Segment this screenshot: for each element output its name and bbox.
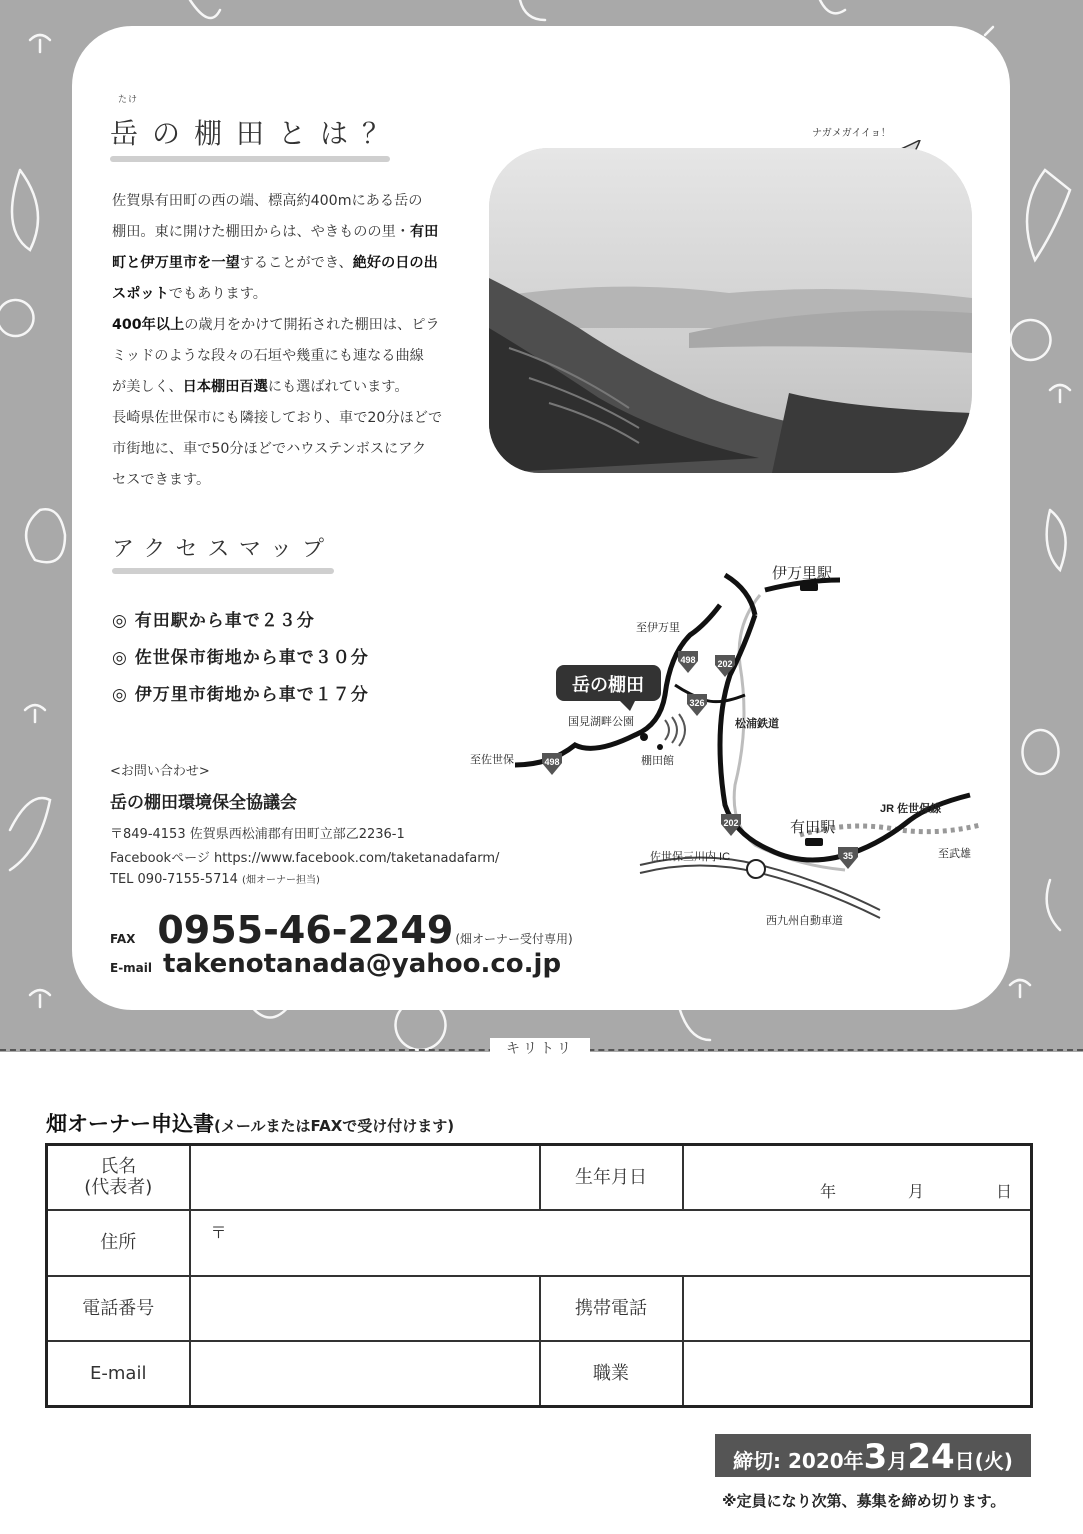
phone-field[interactable]: [190, 1276, 540, 1341]
route-shield-498-b: 498: [544, 757, 560, 767]
tel-note: (畑オーナー担当): [242, 875, 320, 886]
intro-line-2: 棚田。東に開けた棚田からは、やきものの里・有田: [112, 224, 439, 240]
form-title-sub: (メールまたはFAXで受け付けます): [214, 1117, 455, 1135]
intro-line-4: スポットでもあります。: [112, 286, 267, 302]
access-item-sasebo: ◎ 佐世保市街地から車で３０分: [112, 648, 369, 668]
deadline-badge: [715, 1434, 1031, 1477]
month-mark: 月: [907, 1181, 924, 1201]
to-sasebo-label: 至佐世保: [470, 754, 514, 766]
intro-line-8: 長崎県佐世保市にも隣接しており、車で20分ほどで: [112, 410, 443, 426]
tel-number[interactable]: TEL 090-7155-5714: [110, 872, 238, 887]
park-label: 国見湖畔公園: [568, 716, 634, 728]
name-label-cell: [47, 1145, 190, 1210]
job-field[interactable]: [683, 1341, 1032, 1407]
name-label-rep: (代表者): [84, 1177, 153, 1199]
contact-address: 〒849-4153 佐賀県西松浦郡有田町立部乙2236-1: [110, 827, 405, 842]
route-202: [720, 615, 970, 860]
jr-line-label: JR 佐世保線: [880, 803, 942, 815]
access-item-imari: ◎ 伊万里市街地から車で１７分: [112, 685, 369, 705]
route-shield-202-b: 202: [723, 818, 739, 828]
intro-title: 岳の棚田とは？: [110, 117, 405, 150]
route-326: [675, 685, 745, 702]
address-field[interactable]: [190, 1210, 1032, 1276]
fax-label: FAX: [110, 932, 136, 946]
postal-mark: 〒: [210, 1223, 227, 1242]
fax-row: [110, 908, 573, 952]
mobile-label: 携帯電話: [540, 1276, 683, 1341]
phone-label: 電話番号: [47, 1276, 190, 1341]
intro-line-7: が美しく、日本棚田百選にも選ばれています。: [112, 379, 409, 395]
contact-tel: [110, 871, 320, 887]
hall-label: 棚田館: [641, 755, 674, 767]
access-title: アクセスマップ: [112, 537, 335, 562]
park-pin-icon: [640, 733, 648, 741]
contact-heading: <お問い合わせ>: [110, 764, 210, 779]
title-ruby: たけ: [118, 95, 139, 105]
intro-line-6: ミッドのような段々の石垣や幾重にも連なる曲線: [112, 348, 424, 364]
arita-station-label: 有田駅: [790, 819, 836, 836]
fax-number[interactable]: 0955-46-2249: [157, 908, 454, 952]
capacity-note: ※定員になり次第、募集を締め切ります。: [722, 1492, 1006, 1510]
contact-facebook-link[interactable]: Facebookページ https://www.facebook.com/taketanadafarm/: [110, 851, 500, 866]
access-map: [460, 555, 1000, 935]
deadline-day: 24: [907, 1437, 955, 1477]
name-label: 氏名: [100, 1156, 137, 1178]
birth-label: 生年月日: [540, 1145, 683, 1210]
intro-line-9: 市街地に、車で50分ほどでハウステンボスにアク: [112, 441, 427, 457]
to-takeo-label: 至武雄: [938, 848, 971, 860]
cut-label: キリトリ: [490, 1038, 590, 1058]
email-address-link[interactable]: takenotanada@yahoo.co.jp: [163, 949, 562, 979]
intro-line-10: セスできます。: [112, 472, 211, 488]
intro-title-underline: [110, 156, 390, 162]
intro-line-1: 佐賀県有田町の西の端、標高約400mにある岳の: [112, 193, 423, 209]
imari-station-label: 伊万里駅: [772, 565, 833, 582]
access-item-arita: ◎ 有田駅から車で２３分: [112, 611, 315, 631]
email-form-label: E-mail: [47, 1341, 190, 1407]
ic-label: 佐世保三川内 IC: [650, 851, 731, 863]
form-title: [46, 1108, 454, 1138]
year-mark: 年: [819, 1181, 836, 1201]
route-shield-202-a: 202: [717, 659, 733, 669]
form-title-main: 畑オーナー申込書: [46, 1112, 214, 1136]
intro-line-3: 町と伊万里市を一望することができ、絶好の日の出: [112, 255, 438, 271]
site-label: 岳の棚田: [572, 675, 644, 695]
hall-pin-icon: [657, 744, 663, 750]
deadline-month-unit: 月: [887, 1449, 908, 1473]
to-imari-label: 至伊万里: [636, 622, 680, 634]
terraced-field-photo: [489, 148, 972, 473]
email-field[interactable]: [190, 1341, 540, 1407]
route-shield-35: 35: [842, 851, 854, 861]
deadline-prefix: 締切: 2020年: [733, 1449, 864, 1473]
deadline-month: 3: [863, 1437, 888, 1477]
intro-line-5: 400年以上の歳月をかけて開拓された棚田は、ピラ: [112, 317, 440, 333]
day-mark: 日: [995, 1181, 1012, 1201]
imari-station-marker: [800, 583, 818, 591]
route-shield-498-a: 498: [680, 655, 696, 665]
email-row: [110, 949, 561, 979]
access-title-underline: [112, 568, 334, 574]
mobile-field[interactable]: [683, 1276, 1032, 1341]
matsuura-label: 松浦鉄道: [735, 718, 779, 730]
name-field[interactable]: [190, 1145, 540, 1210]
email-label: E-mail: [110, 961, 153, 975]
birthdate-field[interactable]: [683, 1145, 1032, 1210]
deadline-day-unit: 日(火): [954, 1449, 1013, 1473]
fax-note: (畑オーナー受付専用): [455, 932, 573, 946]
application-form-table: [45, 1143, 1033, 1408]
bird-caption: ナガメガイイョ！: [812, 128, 891, 139]
job-label: 職業: [540, 1341, 683, 1407]
address-label: 住所: [47, 1210, 190, 1276]
arita-station-marker: [805, 838, 823, 846]
expressway-label: 西九州自動車道: [766, 915, 843, 927]
contact-org: 岳の棚田環境保全協議会: [110, 793, 297, 813]
route-shield-326: 326: [689, 698, 705, 708]
